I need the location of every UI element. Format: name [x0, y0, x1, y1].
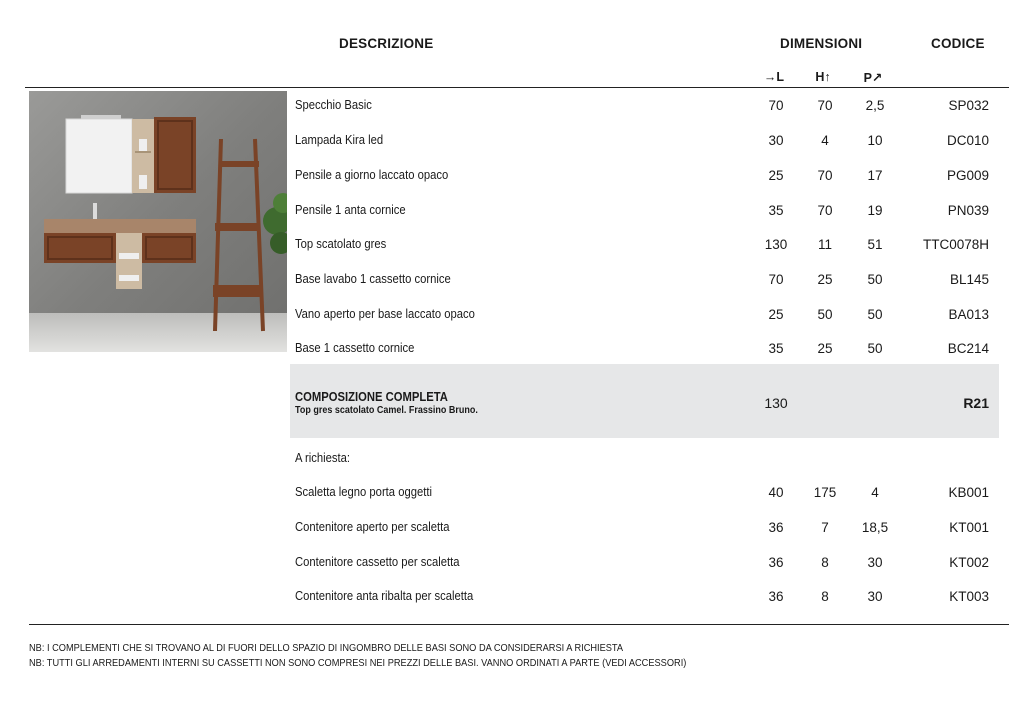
- item-depth: 50: [867, 307, 883, 322]
- on-request-label: A richiesta:: [295, 451, 351, 465]
- table-row: [290, 166, 999, 186]
- item-height: 70: [817, 203, 833, 218]
- item-description: Base 1 cassetto cornice: [295, 341, 415, 355]
- item-code: PN039: [947, 203, 989, 218]
- item-height: 70: [817, 98, 833, 113]
- dim-label-p: P↗: [863, 71, 883, 85]
- item-code: DC010: [946, 133, 989, 148]
- item-code: KT001: [949, 520, 989, 535]
- footer-divider: [29, 624, 1009, 625]
- on-request-label-row: [290, 449, 999, 469]
- item-depth: 17: [867, 168, 883, 183]
- item-code: BL145: [949, 272, 989, 287]
- item-length: 40: [768, 485, 784, 500]
- header-divider: [25, 87, 1009, 88]
- table-row: [290, 96, 999, 116]
- composition-code: R21: [963, 395, 989, 411]
- item-code: KT003: [949, 589, 989, 604]
- item-description: Contenitore aperto per scaletta: [295, 520, 450, 534]
- item-height: 25: [817, 272, 833, 287]
- item-length: 130: [764, 237, 788, 252]
- dim-label-h: H↑: [815, 70, 831, 84]
- header-code: CODICE: [931, 36, 985, 51]
- item-depth: 30: [867, 589, 883, 604]
- footer-note: NB: I COMPLEMENTI CHE SI TROVANO AL DI FUORI DELLO SPAZIO DI INGOMBRO DELLE BASI SONO DA CONSIDERARSI A RICHIESTA: [29, 642, 624, 654]
- item-depth: 18,5: [861, 520, 889, 535]
- table-row: [290, 483, 999, 503]
- item-depth: 30: [867, 555, 883, 570]
- item-length: 35: [768, 341, 784, 356]
- item-code: BC214: [947, 341, 989, 356]
- item-length: 36: [768, 589, 784, 604]
- item-depth: 51: [867, 237, 883, 252]
- item-height: 11: [817, 237, 832, 252]
- table-row: [290, 587, 999, 607]
- item-height: 70: [817, 168, 833, 183]
- item-length: 36: [768, 555, 784, 570]
- item-code: TTC0078H: [922, 237, 989, 252]
- composition-title: COMPOSIZIONE COMPLETA: [295, 390, 448, 404]
- item-depth: 50: [867, 272, 883, 287]
- item-depth: 4: [871, 485, 879, 500]
- item-length: 25: [768, 307, 784, 322]
- product-photo: [29, 91, 287, 352]
- item-description: Scaletta legno porta oggetti: [295, 485, 432, 499]
- dim-label-l: →L: [763, 70, 785, 84]
- item-depth: 19: [867, 203, 883, 218]
- item-height: 4: [821, 133, 829, 148]
- header-description: DESCRIZIONE: [339, 36, 434, 51]
- item-length: 25: [768, 168, 784, 183]
- table-row: [290, 553, 999, 573]
- item-description: Pensile a giorno laccato opaco: [295, 168, 449, 182]
- item-code: SP032: [948, 98, 989, 113]
- item-description: Vano aperto per base laccato opaco: [295, 307, 475, 321]
- item-length: 36: [768, 520, 784, 535]
- item-height: 50: [817, 307, 833, 322]
- table-row: [290, 131, 999, 151]
- table-row: [290, 339, 999, 359]
- composition-length: 130: [764, 395, 788, 411]
- item-description: Lampada Kira led: [295, 133, 384, 147]
- table-row: [290, 235, 999, 255]
- item-height: 8: [821, 555, 829, 570]
- table-row: [290, 270, 999, 290]
- table-row: [290, 201, 999, 221]
- item-description: Top scatolato gres: [295, 237, 387, 251]
- item-depth: 2,5: [865, 98, 885, 113]
- item-code: KT002: [949, 555, 989, 570]
- item-description: Base lavabo 1 cassetto cornice: [295, 272, 451, 286]
- item-code: PG009: [946, 168, 989, 183]
- item-code: KB001: [948, 485, 989, 500]
- item-code: BA013: [948, 307, 989, 322]
- item-height: 7: [821, 520, 829, 535]
- item-length: 30: [768, 133, 784, 148]
- item-description: Specchio Basic: [295, 98, 372, 112]
- item-depth: 10: [867, 133, 883, 148]
- item-height: 175: [813, 485, 837, 500]
- item-description: Contenitore cassetto per scaletta: [295, 555, 460, 569]
- item-length: 70: [768, 98, 784, 113]
- item-description: Contenitore anta ribalta per scaletta: [295, 589, 474, 603]
- item-length: 70: [768, 272, 784, 287]
- item-depth: 50: [867, 341, 883, 356]
- composition-row: [290, 364, 999, 438]
- item-description: Pensile 1 anta cornice: [295, 203, 406, 217]
- item-height: 25: [817, 341, 833, 356]
- item-height: 8: [821, 589, 829, 604]
- composition-subtitle: Top gres scatolato Camel. Frassino Bruno.: [295, 405, 478, 416]
- table-row: [290, 305, 999, 325]
- item-length: 35: [768, 203, 784, 218]
- table-row: [290, 518, 999, 538]
- footer-note: NB: TUTTI GLI ARREDAMENTI INTERNI SU CASSETTI NON SONO COMPRESI NEI PREZZI DELLE BASI. VANNO ORDINATI A PARTE (VEDI ACCESSORI): [29, 657, 687, 669]
- header-dimensions: DIMENSIONI: [780, 36, 863, 51]
